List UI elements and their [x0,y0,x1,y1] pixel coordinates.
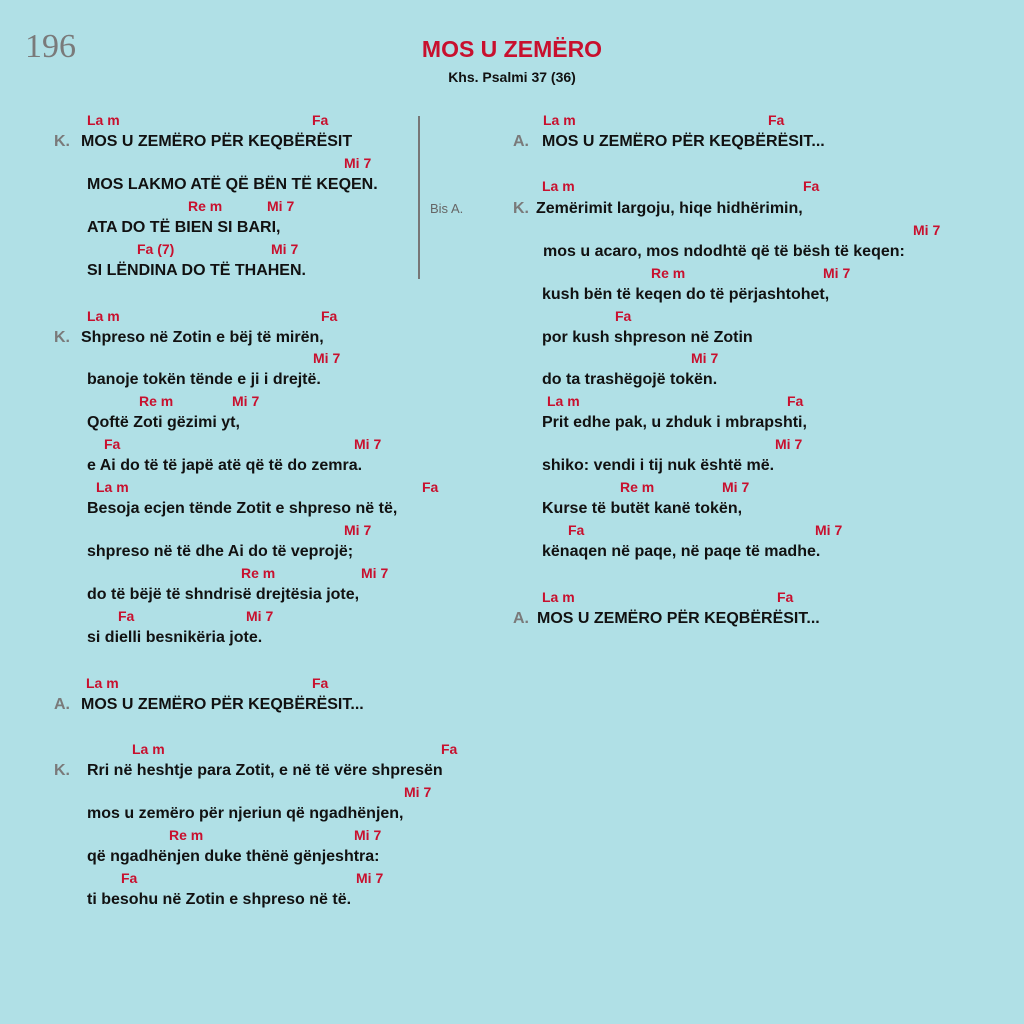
lyric-line: kënaqen në paqe, në paqe të madhe. [542,543,821,560]
page-number: 196 [25,28,76,65]
chord-mi7: Mi 7 [354,436,382,452]
chord-fa: Fa [321,308,338,324]
lyric-line: Qoftë Zoti gëzimi yt, [87,414,240,431]
chord-fa: Fa [104,436,121,452]
chord-fa: Fa [441,741,458,757]
chord-fa7: Fa (7) [137,241,175,257]
chord-fa: Fa [615,308,632,324]
verse-marker: K. [54,762,70,779]
chord-mi7: Mi 7 [361,565,389,581]
chord-mi7: Mi 7 [313,350,341,366]
antiphon-marker: A. [513,610,529,627]
lyric-line: si dielli besnikëria jote. [87,629,263,646]
lyric-line: që ngadhënjen duke thënë gënjeshtra: [87,848,380,865]
verse-marker: K. [54,329,70,346]
chord-mi7: Mi 7 [356,870,384,886]
chord-fa: Fa [121,870,138,886]
chord-fa: Fa [787,393,804,409]
lyric-line: kush bën të keqen do të përjashtohet, [542,286,830,303]
chord-mi7: Mi 7 [913,222,941,238]
chord-fa: Fa [422,479,439,495]
lyric-line: Besoja ecjen tënde Zotit e shpreso në të, [87,500,398,517]
chord-re-m: Re m [620,479,655,495]
chord-la-m: La m [96,479,129,495]
chord-re-m: Re m [651,265,686,281]
lyric-line: do të bëjë të shndrisë drejtësia jote, [87,586,360,603]
refrain-marker: K. [54,133,70,150]
lyric-line: MOS U ZEMËRO PËR KEQBËRËSIT [81,133,353,150]
chord-mi7: Mi 7 [404,784,432,800]
lyric-line: shiko: vendi i tij nuk është më. [542,457,775,474]
bis-label: Bis A. [430,201,464,216]
chord-fa: Fa [312,675,329,691]
lyric-line: SI LËNDINA DO TË THAHEN. [87,262,306,279]
chord-mi7: Mi 7 [246,608,274,624]
chord-mi7: Mi 7 [722,479,750,495]
chord-mi7: Mi 7 [344,522,372,538]
lyric-line: mos u acaro, mos ndodhtë që të bësh të keqen: [543,243,905,260]
chord-mi7: Mi 7 [267,198,295,214]
chord-la-m: La m [132,741,165,757]
chord-la-m: La m [86,675,119,691]
verse-marker: K. [513,200,529,217]
chord-fa: Fa [568,522,585,538]
lyric-line: shpreso në të dhe Ai do të veprojë; [87,543,354,560]
lyric-line: Zemërimit largoju, hiqe hidhërimin, [536,200,803,217]
chord-re-m: Re m [169,827,204,843]
chord-mi7: Mi 7 [354,827,382,843]
lyric-line: Rri në heshtje para Zotit, e në të vëre shpresën [87,762,443,779]
lyric-line: mos u zemëro për njeriun që ngadhënjen, [87,805,404,822]
song-title: MOS U ZEMËRO [421,36,603,62]
lyric-line: MOS U ZEMËRO PËR KEQBËRËSIT... [537,610,820,627]
chord-la-m: La m [87,112,120,128]
chord-fa: Fa [777,589,794,605]
chord-la-m: La m [543,112,576,128]
lyric-line: do ta trashëgojë tokën. [542,371,718,388]
chord-mi7: Mi 7 [823,265,851,281]
bis-divider [418,116,420,279]
chord-la-m: La m [542,589,575,605]
chord-mi7: Mi 7 [775,436,803,452]
chord-fa: Fa [312,112,329,128]
chord-mi7: Mi 7 [271,241,299,257]
lyric-line: e Ai do të të japë atë që të do zemra. [87,457,363,474]
chord-mi7: Mi 7 [232,393,260,409]
lyric-line: MOS U ZEMËRO PËR KEQBËRËSIT... [542,133,825,150]
lyric-line: MOS LAKMO ATË QË BËN TË KEQEN. [87,176,378,193]
lyric-line: MOS U ZEMËRO PËR KEQBËRËSIT... [81,696,364,713]
lyric-line: ATA DO TË BIEN SI BARI, [87,219,281,236]
lyric-line: banoje tokën tënde e ji i drejtë. [87,371,321,388]
chord-fa: Fa [118,608,135,624]
chord-re-m: Re m [241,565,276,581]
chord-mi7: Mi 7 [344,155,372,171]
chord-mi7: Mi 7 [815,522,843,538]
lyric-line: Prit edhe pak, u zhduk i mbrapshti, [542,414,807,431]
chord-la-m: La m [547,393,580,409]
chord-re-m: Re m [188,198,223,214]
chord-re-m: Re m [139,393,174,409]
lyric-line: por kush shpreson në Zotin [542,329,753,346]
song-subtitle: Khs. Psalmi 37 (36) [448,69,576,85]
lyric-line: Kurse të butët kanë tokën, [542,500,743,517]
chord-la-m: La m [87,308,120,324]
chord-fa: Fa [768,112,785,128]
lyric-line: Shpreso në Zotin e bëj të mirën, [81,329,324,346]
antiphon-marker: A. [513,133,529,150]
chord-fa: Fa [803,178,820,194]
chord-la-m: La m [542,178,575,194]
antiphon-marker: A. [54,696,70,713]
lyric-line: ti besohu në Zotin e shpreso në të. [87,891,352,908]
chord-mi7: Mi 7 [691,350,719,366]
